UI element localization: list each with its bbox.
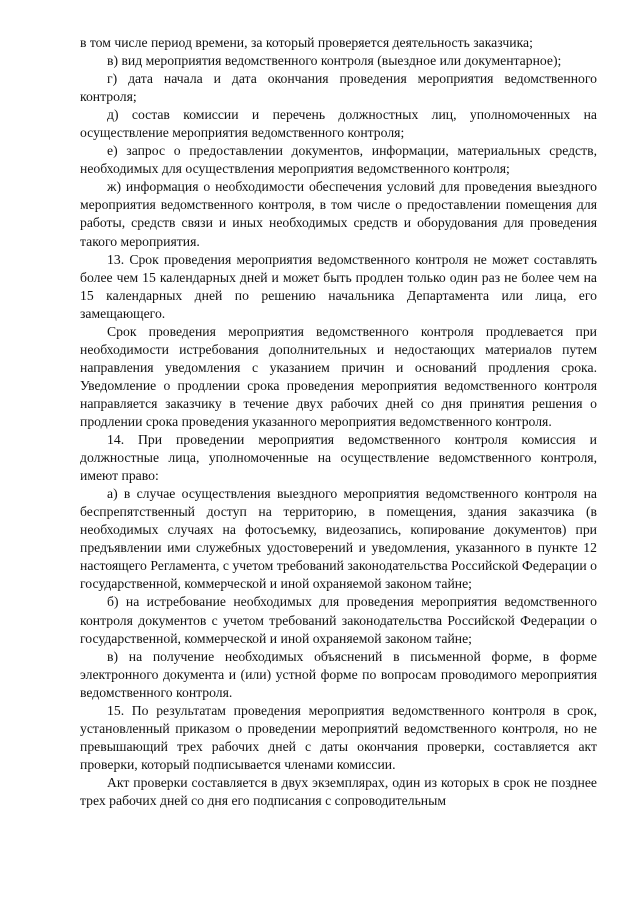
paragraph-item-a-access: а) в случае осуществления выездного мероприятия ведомственного контроля на беспрепятственный доступ на территорию, в помещения, здания заказчика (в необходимых случаях на фотосъемку, видеозапись, копирование документов) при предъявлении ими служебных удостоверений и уведомления, указанного в пункте 12 настоящего Регламента, с учетом требований законодательства Российской Федерации о государственной, коммерческой и иной охраняемой законом тайне; <box>80 486 597 592</box>
paragraph-item-zh-conditions: ж) информация о необходимости обеспечения условий для проведения выездного мероприятия ведомственного контроля, в том числе о предоставлении помещения для работы, средств связи и иных необходимых средств и оборудования для проведения такого мероприятия. <box>80 179 597 249</box>
paragraph-clause-14-rights: 14. При проведении мероприятия ведомственного контроля комиссия и должностные лица, уполномоченные на осуществление ведомственного контроля, имеют право: <box>80 432 597 484</box>
paragraph-item-b-documents: б) на истребование необходимых для проведения мероприятия ведомственного контроля документов с учетом требований законодательства Российской Федерации о государственной, коммерческой и иной охраняемой законом тайне; <box>80 594 597 646</box>
paragraph-item-v-control-type: в) вид мероприятия ведомственного контроля (выездное или документарное); <box>107 53 562 69</box>
document-page <box>80 34 597 810</box>
paragraph-act-copies: Акт проверки составляется в двух экземплярах, один из которых в срок не позднее трех рабочих дней со дня его подписания с сопроводительным <box>80 774 597 808</box>
paragraph-period-continuation: в том числе период времени, за который проверяется деятельность заказчика; <box>80 35 533 50</box>
paragraph-item-g-dates: г) дата начала и дата окончания проведения мероприятия ведомственного контроля; <box>80 71 597 105</box>
paragraph-item-d-commission: д) состав комиссии и перечень должностных лиц, уполномоченных на осуществление мероприятия ведомственного контроля; <box>80 107 597 141</box>
paragraph-item-v-explanations: в) на получение необходимых объяснений в письменной форме, в форме электронного документа и (или) устной форме по вопросам проводимого мероприятия ведомственного контроля. <box>80 648 597 700</box>
paragraph-clause-13-duration: 13. Срок проведения мероприятия ведомственного контроля не может составлять более чем 15 календарных дней и может быть продлен только один раз не более чем на 15 календарных дней по решению начальника Департамента или лица, его замещающего. <box>80 251 597 321</box>
paragraph-clause-15-act: 15. По результатам проведения мероприятия ведомственного контроля в срок, установленный приказом о проведении мероприятий ведомственного контроля, но не превышающий трех рабочих дней с даты окончания проверки, составляется акт проверки, который подписывается членами комиссии. <box>80 702 597 772</box>
paragraph-clause-13-extension: Срок проведения мероприятия ведомственного контроля продлевается при необходимости истребования дополнительных и недостающих материалов путем направления уведомления с указанием причин и оснований продления срока. Уведомление о продлении срока проведения мероприятия ведомственного контроля направляется заказчику в течение двух рабочих дней со дня принятия решения о продлении срока проведения указанного мероприятия ведомственного контроля. <box>80 323 597 429</box>
paragraph-item-e-document-request: е) запрос о предоставлении документов, информации, материальных средств, необходимых для осуществления мероприятия ведомственного контроля; <box>80 143 597 177</box>
